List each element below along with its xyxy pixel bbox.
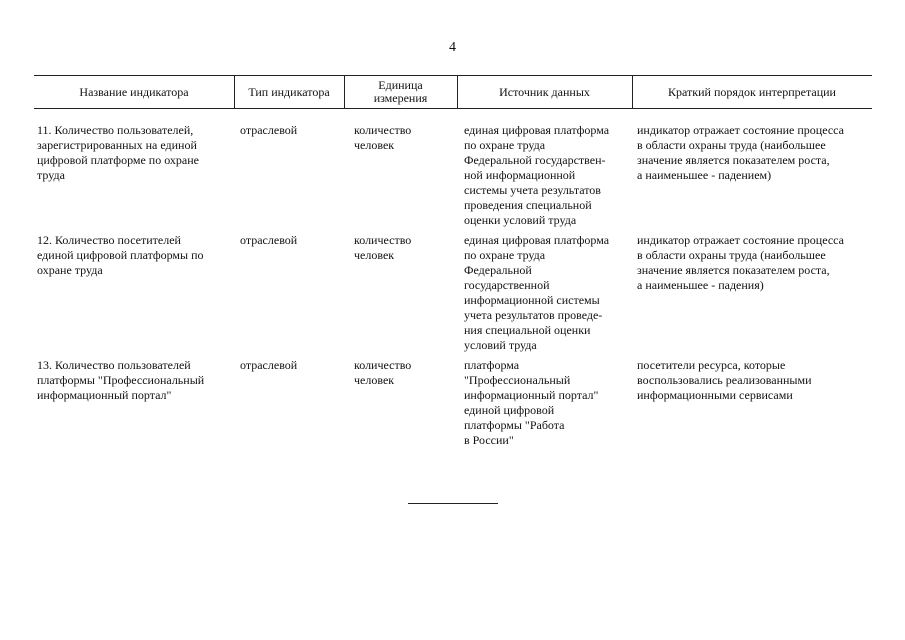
text-line: Федеральной — [464, 263, 532, 277]
text-line: количество — [354, 123, 412, 137]
text-line: охране труда — [37, 263, 103, 277]
text-line: единой цифровой — [464, 403, 555, 417]
table-header — [34, 75, 872, 109]
text-line: отраслевой — [240, 358, 298, 372]
cell-interpretation — [637, 123, 872, 183]
text-line: человек — [354, 248, 395, 262]
text-line: платформы "Профессиональный — [37, 373, 205, 387]
text-line: платформы "Работа — [464, 418, 565, 432]
text-line: индикатор отражает состояние процесса — [637, 123, 844, 137]
text-line: а наименьшее - падения) — [637, 278, 764, 292]
text-line: а наименьшее - падением) — [637, 168, 772, 182]
cell-unit — [354, 358, 454, 388]
text-line: труда — [37, 168, 65, 182]
header-interpretation: Краткий порядок интерпретации — [668, 84, 836, 99]
text-line: 11. Количество пользователей, — [37, 123, 194, 137]
text-line: индикатор отражает состояние процесса — [637, 233, 844, 247]
header-data-source: Источник данных — [499, 84, 590, 99]
text-line: платформа — [464, 358, 520, 372]
text-line: "Профессиональный — [464, 373, 571, 387]
text-line: значение является показателем роста, — [637, 153, 830, 167]
text-line: значение является показателем роста, — [637, 263, 830, 277]
cell-indicator-type — [240, 358, 345, 373]
page-number: 4 — [449, 40, 456, 55]
text-line: условий труда — [464, 338, 537, 352]
cell-indicator-type — [240, 233, 345, 248]
text-line: отраслевой — [240, 233, 298, 247]
cell-unit — [354, 123, 454, 153]
header-unit-line: измерения — [373, 91, 428, 105]
text-line: единая цифровая платформа — [464, 233, 610, 247]
text-line: количество — [354, 358, 412, 372]
text-line: информационный портал" — [37, 388, 172, 402]
cell-indicator-name — [37, 358, 227, 403]
text-line: учета результатов проведе- — [464, 308, 603, 322]
text-line: в России" — [464, 433, 514, 447]
text-line: человек — [354, 138, 395, 152]
cell-indicator-name — [37, 233, 227, 278]
text-line: в области охраны труда (наибольшее — [637, 138, 826, 152]
text-line: в области охраны труда (наибольшее — [637, 248, 826, 262]
text-line: государственной — [464, 278, 550, 292]
cell-data-source — [464, 358, 629, 448]
text-line: посетители ресурса, которые — [637, 358, 786, 372]
cell-data-source — [464, 123, 629, 228]
text-line: 12. Количество посетителей — [37, 233, 181, 247]
cell-interpretation — [637, 358, 872, 403]
text-line: единой цифровой платформы по — [37, 248, 204, 262]
text-line: цифровой платформе по охране — [37, 153, 200, 167]
header-indicator-type: Тип индикатора — [248, 84, 330, 99]
text-line: оценки условий труда — [464, 213, 577, 227]
text-line: зарегистрированных на единой — [37, 138, 197, 152]
text-line: ния специальной оценки — [464, 323, 591, 337]
text-line: информационной системы — [464, 293, 600, 307]
text-line: ной информационной — [464, 168, 576, 182]
cell-indicator-type — [240, 123, 345, 138]
end-of-document-rule — [408, 503, 498, 504]
text-line: по охране труда — [464, 248, 546, 262]
text-line: Федеральной государствен- — [464, 153, 606, 167]
text-line: системы учета результатов — [464, 183, 601, 197]
text-line: проведения специальной — [464, 198, 592, 212]
text-line: по охране труда — [464, 138, 546, 152]
cell-data-source — [464, 233, 629, 353]
text-line: количество — [354, 233, 412, 247]
header-unit-line: Единица — [378, 78, 423, 92]
text-line: отраслевой — [240, 123, 298, 137]
text-line: воспользовались реализованными — [637, 373, 812, 387]
text-line: единая цифровая платформа — [464, 123, 610, 137]
text-line: 13. Количество пользователей — [37, 358, 191, 372]
cell-interpretation — [637, 233, 872, 293]
header-indicator-name: Название индикатора — [79, 84, 189, 99]
text-line: информационный портал" — [464, 388, 599, 402]
cell-unit — [354, 233, 454, 263]
text-line: человек — [354, 373, 395, 387]
text-line: информационными сервисами — [637, 388, 793, 402]
header-unit — [344, 76, 457, 108]
cell-indicator-name — [37, 123, 227, 183]
